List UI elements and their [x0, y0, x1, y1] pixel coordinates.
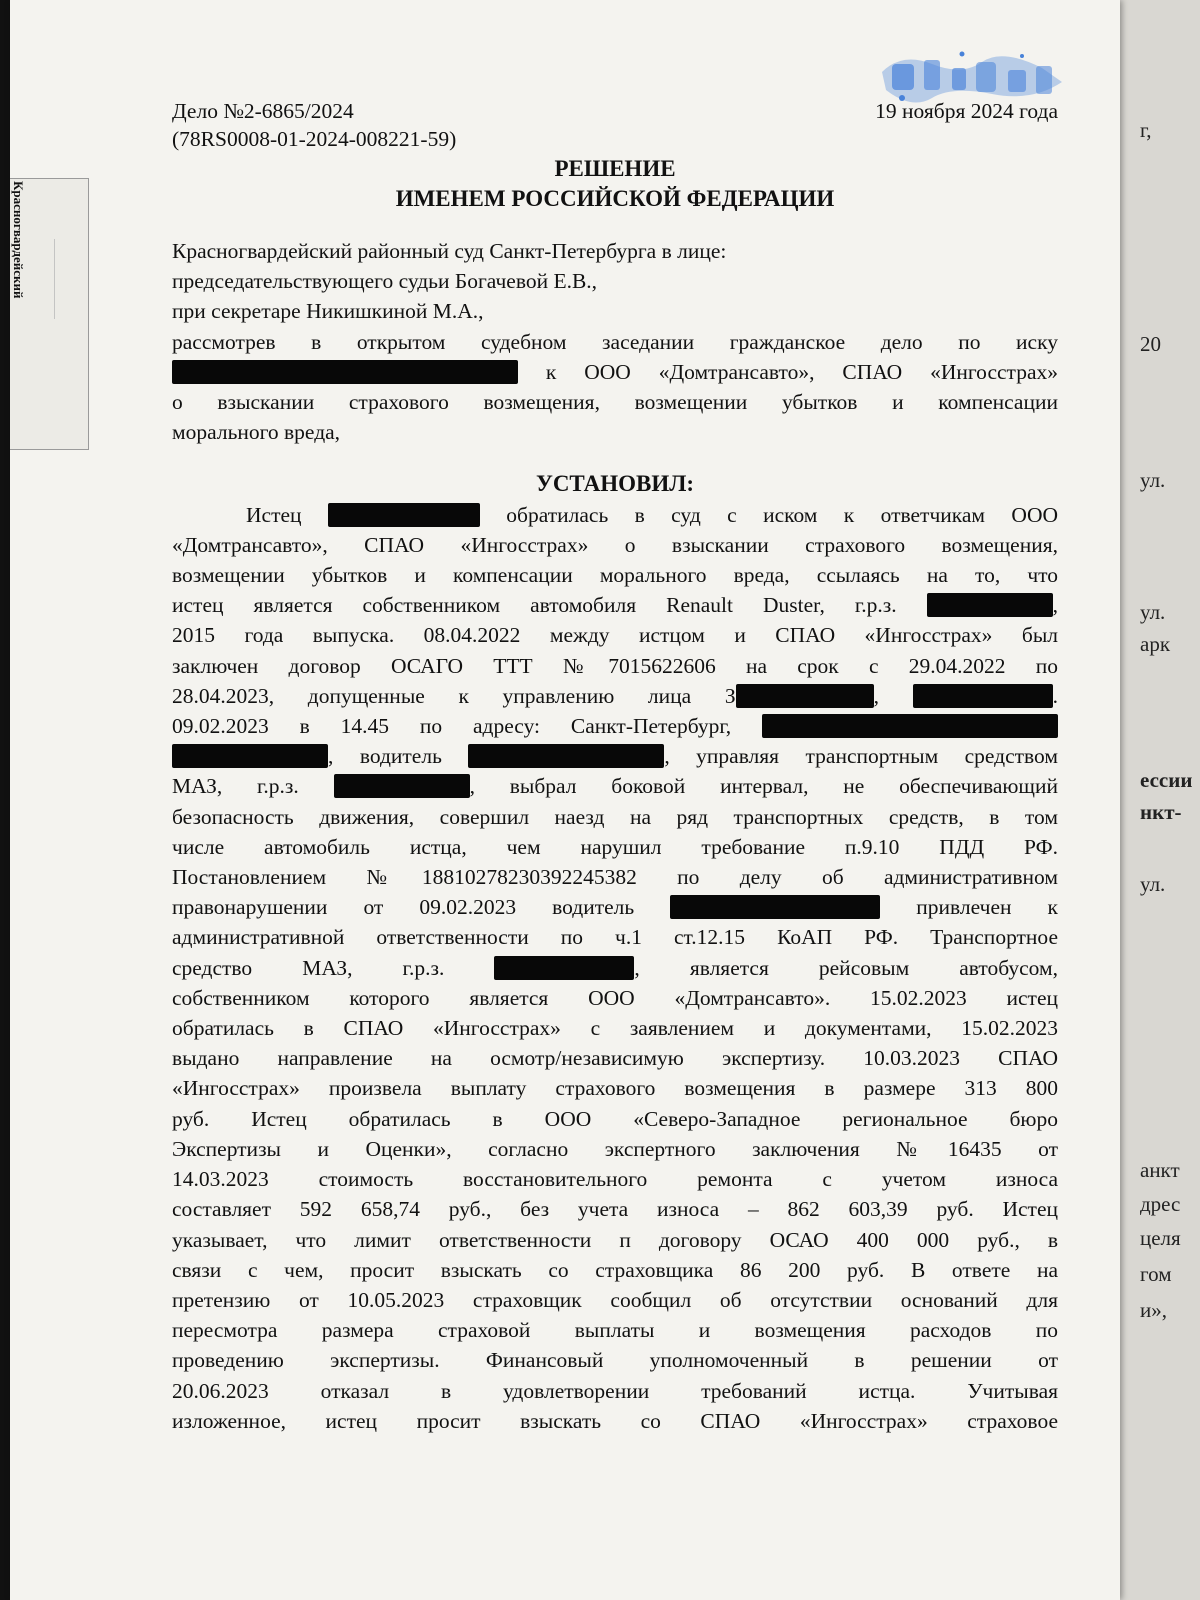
- text-fragment: ,: [1052, 593, 1058, 618]
- adjacent-fragment: нкт-: [1140, 800, 1182, 824]
- text-fragment: , выбрал боковой интервал, не обеспечивающий: [469, 774, 1058, 799]
- side-tab: [10, 178, 89, 450]
- body-line: Постановлением №18810278230392245382 по делу об административном: [172, 865, 1058, 890]
- body-line: возмещении убытков и компенсации морального вреда, ссылаясь на то, что: [172, 563, 1058, 588]
- adjacent-fragment: ул.: [1140, 468, 1166, 492]
- text-fragment: истец является собственником автомобиля Renault Duster, г.р.з.: [172, 593, 897, 618]
- text-fragment: Истец: [246, 502, 302, 527]
- redaction-block: [172, 744, 328, 768]
- body-line: заключен договор ОСАГО ТТТ №7015622606 на срок с 29.04.2022 по: [172, 653, 1058, 678]
- body-line: 20.06.2023 отказал в удовлетворении требований истца. Учитывая: [172, 1378, 1058, 1403]
- adjacent-fragment: и»,: [1140, 1298, 1167, 1322]
- body-line: обратилась в СПАО «Ингосстрах» с заявлением и документами, 15.02.2023: [172, 1016, 1058, 1041]
- body-line: 2015 года выпуска. 08.04.2022 между истцом и СПАО «Ингосстрах» был: [172, 623, 1058, 648]
- document-title: РЕШЕНИЕ: [554, 156, 676, 181]
- tab-mark: [54, 239, 65, 319]
- body-line: [172, 953, 1058, 983]
- section-heading: УСТАНОВИЛ:: [535, 471, 695, 497]
- intro-block: [172, 236, 1058, 447]
- body-line: связи с чем, просит взыскать со страховщика 86 200 руб. В ответе на: [172, 1257, 1058, 1282]
- case-description-line: [172, 357, 1058, 387]
- court-line: Красногвардейский районный суд Санкт-Петербурга в лице:: [172, 239, 727, 263]
- document-content: [172, 96, 1058, 1436]
- body-line: [172, 681, 1058, 711]
- text-fragment: к ООО «Домтрансавто», СПАО «Ингосстрах»: [545, 359, 1058, 384]
- redaction-block: [494, 956, 634, 980]
- text-fragment: 09.02.2023 в 14.45 по адресу: Санкт-Петербург,: [172, 714, 732, 739]
- text-fragment: , управляя транспортным средством: [664, 744, 1059, 769]
- redaction-block: [736, 684, 874, 708]
- body-line: собственником которого является ООО «Домтрансавто». 15.02.2023 истец: [172, 985, 1058, 1010]
- redaction-block: [328, 503, 480, 527]
- case-header: [172, 96, 1058, 154]
- text-fragment: , является рейсовым автобусом,: [634, 955, 1059, 980]
- document-subtitle: ИМЕНЕМ РОССИЙСКОЙ ФЕДЕРАЦИИ: [395, 186, 835, 211]
- body-line: Экспертизы и Оценки», согласно экспертного заключения №16435 от: [172, 1136, 1058, 1161]
- adjacent-fragment: ул.: [1140, 872, 1166, 896]
- body-line: безопасность движения, совершил наезд на ряд транспортных средств, в том: [172, 804, 1058, 829]
- adjacent-fragment: 20: [1140, 332, 1161, 356]
- judge-line: председательствующего судьи Богачевой Е.В.,: [172, 269, 598, 294]
- body-line: [172, 590, 1058, 620]
- text-fragment: правонарушении от 09.02.2023 водитель: [172, 895, 635, 920]
- side-tab-label: Красногвардейский: [11, 181, 26, 299]
- adjacent-fragment: гом: [1140, 1262, 1172, 1286]
- text-fragment: привлечен к: [916, 895, 1059, 920]
- text-fragment: .: [1052, 683, 1058, 708]
- body-line: выдано направление на осмотр/независимую экспертизу. 10.03.2023 СПАО: [172, 1046, 1058, 1071]
- document-page: [10, 0, 1120, 1600]
- adjacent-fragment: ул.: [1140, 600, 1166, 624]
- adjacent-fragment: дрес: [1140, 1192, 1181, 1216]
- body-line: пересмотра размера страховой выплаты и возмещения расходов по: [172, 1318, 1058, 1343]
- text-fragment: , водитель: [328, 744, 442, 769]
- body-line: руб. Истец обратилась в ООО «Северо-Западное региональное бюро: [172, 1106, 1058, 1131]
- body-line: [172, 892, 1058, 922]
- case-number: Дело №2-6865/2024: [172, 99, 354, 123]
- adjacent-fragment: г,: [1140, 118, 1152, 142]
- body-text: [172, 500, 1058, 1436]
- decision-date: 19 ноября 2024 года: [875, 99, 1058, 123]
- adjacent-page: [1108, 0, 1200, 1600]
- body-line: [172, 500, 1058, 530]
- redaction-block: [913, 684, 1053, 708]
- case-description-line: о взыскании страхового возмещения, возмещении убытков и компенсации: [172, 390, 1058, 415]
- body-line: претензию от 10.05.2023 страховщик сообщил об отсутствии оснований для: [172, 1287, 1058, 1312]
- case-description-line: рассмотрев в открытом судебном заседании гражданское дело по иску: [172, 329, 1058, 354]
- body-line: [172, 711, 1058, 741]
- body-line: [172, 741, 1058, 771]
- redaction-block: [334, 774, 470, 798]
- adjacent-fragment: ессии: [1140, 768, 1193, 792]
- text-fragment: средство МАЗ, г.р.з.: [172, 955, 445, 980]
- body-line: изложенное, истец просит взыскать со СПАО «Ингосстрах» страховое: [172, 1408, 1058, 1433]
- body-line: «Домтрансавто», СПАО «Ингосстрах» о взыскании страхового возмещения,: [172, 532, 1058, 557]
- body-line: [172, 771, 1058, 801]
- body-line: «Ингосстрах» произвела выплату страхового возмещения в размере 313 800: [172, 1076, 1058, 1101]
- redaction-block: [927, 593, 1053, 617]
- body-line: составляет 592 658,74 руб., без учета износа – 862 603,39 руб. Истец: [172, 1197, 1058, 1222]
- body-line: числе автомобиль истца, чем нарушил требование п.9.10 ПДД РФ.: [172, 834, 1058, 859]
- secretary-line: при секретаре Никишкиной М.А.,: [172, 299, 484, 324]
- text-fragment: МАЗ, г.р.з.: [172, 774, 299, 799]
- body-line: административной ответственности по ч.1 ст.12.15 КоАП РФ. Транспортное: [172, 925, 1058, 950]
- case-uid: (78RS0008-01-2024-008221-59): [172, 127, 457, 151]
- adjacent-fragment: целя: [1140, 1226, 1181, 1250]
- adjacent-fragment: анкт: [1140, 1158, 1180, 1182]
- case-description-line: морального вреда,: [172, 420, 341, 445]
- body-line: проведению экспертизы. Финансовый уполномоченный в решении от: [172, 1348, 1058, 1373]
- redaction-block: [762, 714, 1058, 738]
- text-fragment: обратилась в суд с иском к ответчикам ООО: [506, 502, 1059, 527]
- redaction-block: [172, 360, 518, 384]
- adjacent-fragment: арк: [1140, 632, 1171, 656]
- body-line: 14.03.2023 стоимость восстановительного ремонта с учетом износа: [172, 1167, 1058, 1192]
- redaction-block: [468, 744, 664, 768]
- text-fragment: 28.04.2023, допущенные к управлению лица З: [172, 683, 736, 708]
- text-fragment: ,: [873, 683, 879, 708]
- redaction-block: [670, 895, 880, 919]
- body-line: указывает, что лимит ответственности п договору ОСАО 400 000 руб., в: [172, 1227, 1058, 1252]
